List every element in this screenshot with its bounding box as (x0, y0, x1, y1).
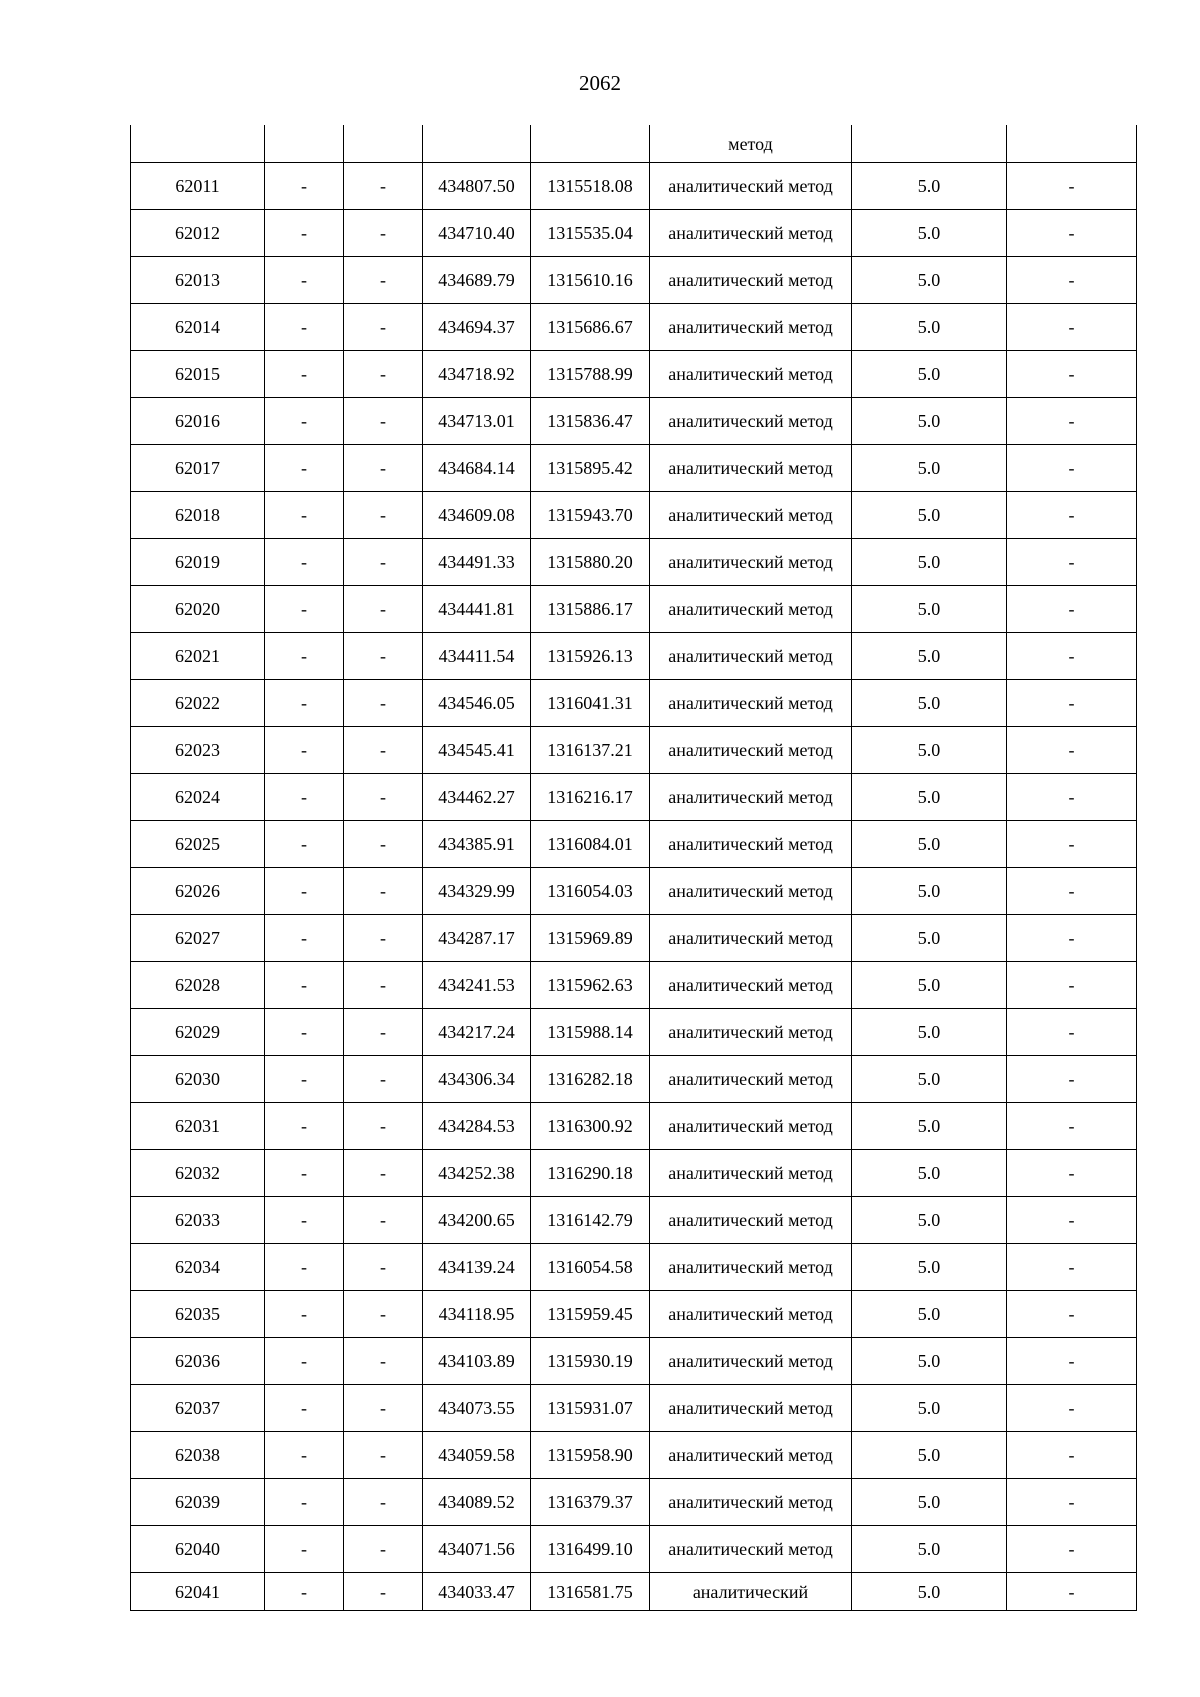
cell-col3: - (344, 1244, 423, 1291)
cell-point-id: 62032 (131, 1150, 265, 1197)
cell-method: аналитический метод (650, 774, 852, 821)
cell-col2: - (265, 586, 344, 633)
cell-col2: - (265, 492, 344, 539)
cell-method: аналитический метод (650, 1291, 852, 1338)
cell-col2: - (265, 1573, 344, 1611)
cell-method: аналитический метод (650, 1385, 852, 1432)
cell-point-id: 62028 (131, 962, 265, 1009)
cell-col3: - (344, 351, 423, 398)
cell-accuracy: 5.0 (852, 539, 1007, 586)
cell-method: аналитический (650, 1573, 852, 1611)
cell-col8: - (1007, 257, 1137, 304)
cell-y: 1315926.13 (531, 633, 650, 680)
cell-accuracy: 5.0 (852, 727, 1007, 774)
coordinates-table (130, 125, 1137, 1611)
cell-x: 434684.14 (423, 445, 531, 492)
cell-y: 1316290.18 (531, 1150, 650, 1197)
cell-y: 1315969.89 (531, 915, 650, 962)
cell-y: 1315886.17 (531, 586, 650, 633)
cell-col3: - (344, 1338, 423, 1385)
cell-col2: - (265, 774, 344, 821)
cell-col8: - (1007, 1244, 1137, 1291)
cell-point-id: 62041 (131, 1573, 265, 1611)
cell-col3: - (344, 868, 423, 915)
cell-accuracy: 5.0 (852, 445, 1007, 492)
cell-point-id: 62014 (131, 304, 265, 351)
cell-x: 434252.38 (423, 1150, 531, 1197)
cell-col8: - (1007, 1197, 1137, 1244)
table-row (131, 1432, 1137, 1479)
cell-col8: - (1007, 962, 1137, 1009)
cell-point-id: 62021 (131, 633, 265, 680)
cell-accuracy: 5.0 (852, 774, 1007, 821)
cell-col2: - (265, 1197, 344, 1244)
table-row (131, 774, 1137, 821)
cell-col2: - (265, 1150, 344, 1197)
cell-col3: - (344, 727, 423, 774)
cell-accuracy: 5.0 (852, 633, 1007, 680)
table-row (131, 539, 1137, 586)
cell-method: аналитический метод (650, 445, 852, 492)
cell-accuracy: 5.0 (852, 304, 1007, 351)
cell-y: 1316084.01 (531, 821, 650, 868)
cell-x: 434071.56 (423, 1526, 531, 1573)
cell-accuracy: 5.0 (852, 398, 1007, 445)
cell-col8: - (1007, 821, 1137, 868)
cell-y: 1316041.31 (531, 680, 650, 727)
cell-col2: - (265, 1526, 344, 1573)
cell-point-id: 62019 (131, 539, 265, 586)
cell-col2: - (265, 915, 344, 962)
table-row (131, 445, 1137, 492)
cell-col2: - (265, 680, 344, 727)
cell-x: 434073.55 (423, 1385, 531, 1432)
cell-col8: - (1007, 586, 1137, 633)
cell-point-id: 62026 (131, 868, 265, 915)
cell-point-id: 62030 (131, 1056, 265, 1103)
cell-col2: - (265, 962, 344, 1009)
table-row (131, 1197, 1137, 1244)
cell-y: 1316581.75 (531, 1573, 650, 1611)
cell-x: 434694.37 (423, 304, 531, 351)
cell-x: 434609.08 (423, 492, 531, 539)
cell-accuracy: 5.0 (852, 821, 1007, 868)
table-row (131, 163, 1137, 210)
cell-point-id: 62038 (131, 1432, 265, 1479)
cell-method: аналитический метод (650, 680, 852, 727)
cell-accuracy: 5.0 (852, 1244, 1007, 1291)
cell-y: 1316216.17 (531, 774, 650, 821)
cell-y: 1316142.79 (531, 1197, 650, 1244)
cell-col8: - (1007, 774, 1137, 821)
table-row (131, 210, 1137, 257)
table-row (131, 1385, 1137, 1432)
cell-y: 1316282.18 (531, 1056, 650, 1103)
cell-method: аналитический метод (650, 1009, 852, 1056)
cell-x: 434385.91 (423, 821, 531, 868)
cell-col8: - (1007, 210, 1137, 257)
cell-point-id: 62037 (131, 1385, 265, 1432)
cell-x: 434089.52 (423, 1479, 531, 1526)
cell-accuracy: 5.0 (852, 1009, 1007, 1056)
cell-method: аналитический метод (650, 539, 852, 586)
cell-x: 434462.27 (423, 774, 531, 821)
page-number: 2062 (579, 71, 621, 95)
cell-point-id: 62039 (131, 1479, 265, 1526)
cell-col8: - (1007, 351, 1137, 398)
cell-method: аналитический метод (650, 1056, 852, 1103)
cell-col3: - (344, 633, 423, 680)
cell-x: 434033.47 (423, 1573, 531, 1611)
cell-method: аналитический метод (650, 821, 852, 868)
cell-accuracy: 5.0 (852, 868, 1007, 915)
cell-col3: - (344, 915, 423, 962)
cell-col8: - (1007, 1526, 1137, 1573)
cell-col2: - (265, 539, 344, 586)
cell-col8: - (1007, 1103, 1137, 1150)
cell-method: аналитический метод (650, 1479, 852, 1526)
table-row (131, 821, 1137, 868)
cell-col8: - (1007, 1291, 1137, 1338)
cell-col8: - (1007, 727, 1137, 774)
cell-col2: - (265, 821, 344, 868)
cell-col3: - (344, 680, 423, 727)
cell-accuracy: 5.0 (852, 1479, 1007, 1526)
cell-col8: - (1007, 1150, 1137, 1197)
cell-col2: - (265, 633, 344, 680)
table-row (131, 1573, 1137, 1611)
cell-col8: - (1007, 1432, 1137, 1479)
cell-col2: - (265, 1009, 344, 1056)
cell-point-id: 62017 (131, 445, 265, 492)
cell-col8: - (1007, 445, 1137, 492)
cell-x: 434200.65 (423, 1197, 531, 1244)
cell-y: 1316379.37 (531, 1479, 650, 1526)
cell-col2: - (265, 1385, 344, 1432)
cell-method: метод (650, 125, 852, 163)
cell-x: 434807.50 (423, 163, 531, 210)
table-body (131, 125, 1137, 1611)
cell-col2: - (265, 304, 344, 351)
table-row (131, 1009, 1137, 1056)
cell-y: 1316499.10 (531, 1526, 650, 1573)
cell-y: 1315836.47 (531, 398, 650, 445)
table-row (131, 915, 1137, 962)
cell-col8: - (1007, 915, 1137, 962)
cell-point-id: 62031 (131, 1103, 265, 1150)
cell-method: аналитический метод (650, 304, 852, 351)
cell-col3: - (344, 1573, 423, 1611)
table-row (131, 1479, 1137, 1526)
cell-col2: - (265, 1479, 344, 1526)
cell-x: 434284.53 (423, 1103, 531, 1150)
cell-col3: - (344, 774, 423, 821)
cell-col2: - (265, 727, 344, 774)
cell-y: 1315518.08 (531, 163, 650, 210)
cell-accuracy: 5.0 (852, 1338, 1007, 1385)
cell-point-id: 62020 (131, 586, 265, 633)
cell-col2: - (265, 210, 344, 257)
cell-col8: - (1007, 868, 1137, 915)
cell-col3: - (344, 210, 423, 257)
cell-point-id: 62024 (131, 774, 265, 821)
cell-x: 434411.54 (423, 633, 531, 680)
cell-accuracy: 5.0 (852, 1056, 1007, 1103)
cell-method: аналитический метод (650, 1338, 852, 1385)
cell-y: 1315686.67 (531, 304, 650, 351)
cell-x: 434118.95 (423, 1291, 531, 1338)
cell-method: аналитический метод (650, 210, 852, 257)
table-row (131, 351, 1137, 398)
cell-accuracy: 5.0 (852, 163, 1007, 210)
cell-point-id: 62023 (131, 727, 265, 774)
cell-point-id: 62029 (131, 1009, 265, 1056)
cell-accuracy: 5.0 (852, 1432, 1007, 1479)
cell-col8: - (1007, 1056, 1137, 1103)
cell-point-id: 62016 (131, 398, 265, 445)
cell-point-id: 62022 (131, 680, 265, 727)
table-row (131, 868, 1137, 915)
table-row (131, 680, 1137, 727)
cell-col3: - (344, 398, 423, 445)
table-row (131, 633, 1137, 680)
cell-accuracy: 5.0 (852, 1291, 1007, 1338)
cell-col3 (344, 125, 423, 163)
cell-col2 (265, 125, 344, 163)
cell-accuracy: 5.0 (852, 1103, 1007, 1150)
cell-method: аналитический метод (650, 1103, 852, 1150)
cell-col2: - (265, 1056, 344, 1103)
cell-y: 1315943.70 (531, 492, 650, 539)
table-row (131, 1150, 1137, 1197)
cell-x: 434718.92 (423, 351, 531, 398)
cell-y: 1315958.90 (531, 1432, 650, 1479)
cell-y: 1315895.42 (531, 445, 650, 492)
table-row (131, 492, 1137, 539)
cell-point-id: 62015 (131, 351, 265, 398)
cell-y: 1316137.21 (531, 727, 650, 774)
cell-y: 1316054.03 (531, 868, 650, 915)
cell-x (423, 125, 531, 163)
cell-col8: - (1007, 1573, 1137, 1611)
table-row (131, 962, 1137, 1009)
cell-accuracy (852, 125, 1007, 163)
cell-col3: - (344, 1056, 423, 1103)
cell-y: 1315610.16 (531, 257, 650, 304)
cell-accuracy: 5.0 (852, 210, 1007, 257)
cell-col3: - (344, 539, 423, 586)
cell-method: аналитический метод (650, 868, 852, 915)
cell-y: 1316300.92 (531, 1103, 650, 1150)
cell-y: 1316054.58 (531, 1244, 650, 1291)
cell-point-id: 62011 (131, 163, 265, 210)
cell-col8: - (1007, 492, 1137, 539)
cell-col3: - (344, 1150, 423, 1197)
cell-accuracy: 5.0 (852, 1526, 1007, 1573)
cell-method: аналитический метод (650, 163, 852, 210)
cell-y: 1315930.19 (531, 1338, 650, 1385)
cell-y: 1315962.63 (531, 962, 650, 1009)
cell-method: аналитический метод (650, 633, 852, 680)
cell-x: 434241.53 (423, 962, 531, 1009)
cell-x: 434491.33 (423, 539, 531, 586)
cell-accuracy: 5.0 (852, 586, 1007, 633)
cell-x: 434059.58 (423, 1432, 531, 1479)
cell-accuracy: 5.0 (852, 680, 1007, 727)
cell-accuracy: 5.0 (852, 1150, 1007, 1197)
cell-accuracy: 5.0 (852, 257, 1007, 304)
table-row (131, 1244, 1137, 1291)
cell-col3: - (344, 445, 423, 492)
cell-y: 1315788.99 (531, 351, 650, 398)
cell-x: 434287.17 (423, 915, 531, 962)
cell-col3: - (344, 962, 423, 1009)
cell-x: 434217.24 (423, 1009, 531, 1056)
cell-col2: - (265, 868, 344, 915)
cell-col2: - (265, 445, 344, 492)
cell-point-id: 62025 (131, 821, 265, 868)
cell-method: аналитический метод (650, 1526, 852, 1573)
cell-y: 1315931.07 (531, 1385, 650, 1432)
cell-point-id: 62035 (131, 1291, 265, 1338)
cell-col3: - (344, 492, 423, 539)
cell-x: 434545.41 (423, 727, 531, 774)
cell-x: 434103.89 (423, 1338, 531, 1385)
cell-col2: - (265, 351, 344, 398)
cell-accuracy: 5.0 (852, 962, 1007, 1009)
table-row (131, 398, 1137, 445)
table-row (131, 1103, 1137, 1150)
cell-col2: - (265, 163, 344, 210)
cell-method: аналитический метод (650, 727, 852, 774)
cell-col3: - (344, 1432, 423, 1479)
cell-col8: - (1007, 1338, 1137, 1385)
cell-col8: - (1007, 680, 1137, 727)
table-row (131, 586, 1137, 633)
cell-x: 434306.34 (423, 1056, 531, 1103)
cell-col2: - (265, 1291, 344, 1338)
cell-col3: - (344, 1479, 423, 1526)
cell-y: 1315959.45 (531, 1291, 650, 1338)
table-row (131, 257, 1137, 304)
cell-x: 434441.81 (423, 586, 531, 633)
cell-col3: - (344, 257, 423, 304)
cell-point-id: 62012 (131, 210, 265, 257)
cell-col3: - (344, 1526, 423, 1573)
cell-col8: - (1007, 633, 1137, 680)
cell-col3: - (344, 1103, 423, 1150)
cell-col8: - (1007, 1479, 1137, 1526)
cell-x: 434546.05 (423, 680, 531, 727)
cell-col3: - (344, 304, 423, 351)
cell-method: аналитический метод (650, 398, 852, 445)
cell-col3: - (344, 1291, 423, 1338)
table-row (131, 1526, 1137, 1573)
cell-x: 434139.24 (423, 1244, 531, 1291)
cell-col8: - (1007, 1385, 1137, 1432)
cell-col3: - (344, 821, 423, 868)
cell-col3: - (344, 1197, 423, 1244)
cell-col8: - (1007, 398, 1137, 445)
cell-accuracy: 5.0 (852, 1197, 1007, 1244)
cell-x: 434713.01 (423, 398, 531, 445)
cell-col8: - (1007, 304, 1137, 351)
cell-y: 1315988.14 (531, 1009, 650, 1056)
cell-method: аналитический метод (650, 962, 852, 1009)
cell-accuracy: 5.0 (852, 1573, 1007, 1611)
cell-col8: - (1007, 163, 1137, 210)
cell-method: аналитический метод (650, 1244, 852, 1291)
table-row (131, 304, 1137, 351)
table-row (131, 1056, 1137, 1103)
cell-col2: - (265, 398, 344, 445)
cell-y: 1315880.20 (531, 539, 650, 586)
cell-point-id: 62027 (131, 915, 265, 962)
cell-col3: - (344, 586, 423, 633)
cell-point-id: 62034 (131, 1244, 265, 1291)
cell-accuracy: 5.0 (852, 492, 1007, 539)
cell-point-id: 62036 (131, 1338, 265, 1385)
cell-point-id (131, 125, 265, 163)
cell-col3: - (344, 163, 423, 210)
cell-col2: - (265, 1103, 344, 1150)
cell-x: 434710.40 (423, 210, 531, 257)
cell-method: аналитический метод (650, 1197, 852, 1244)
cell-y: 1315535.04 (531, 210, 650, 257)
cell-method: аналитический метод (650, 586, 852, 633)
cell-method: аналитический метод (650, 915, 852, 962)
cell-col8 (1007, 125, 1137, 163)
cell-col3: - (344, 1385, 423, 1432)
cell-method: аналитический метод (650, 257, 852, 304)
cell-point-id: 62040 (131, 1526, 265, 1573)
cell-point-id: 62013 (131, 257, 265, 304)
cell-y (531, 125, 650, 163)
cell-col8: - (1007, 539, 1137, 586)
table-row (131, 727, 1137, 774)
cell-method: аналитический метод (650, 1432, 852, 1479)
cell-accuracy: 5.0 (852, 1385, 1007, 1432)
cell-method: аналитический метод (650, 492, 852, 539)
continued-row (131, 125, 1137, 163)
cell-col2: - (265, 1338, 344, 1385)
cell-accuracy: 5.0 (852, 915, 1007, 962)
cell-col8: - (1007, 1009, 1137, 1056)
cell-point-id: 62033 (131, 1197, 265, 1244)
cell-accuracy: 5.0 (852, 351, 1007, 398)
cell-point-id: 62018 (131, 492, 265, 539)
cell-col2: - (265, 1244, 344, 1291)
cell-method: аналитический метод (650, 351, 852, 398)
cell-method: аналитический метод (650, 1150, 852, 1197)
table-row (131, 1338, 1137, 1385)
cell-col3: - (344, 1009, 423, 1056)
cell-x: 434689.79 (423, 257, 531, 304)
cell-col2: - (265, 1432, 344, 1479)
cell-col2: - (265, 257, 344, 304)
table-row (131, 1291, 1137, 1338)
cell-x: 434329.99 (423, 868, 531, 915)
